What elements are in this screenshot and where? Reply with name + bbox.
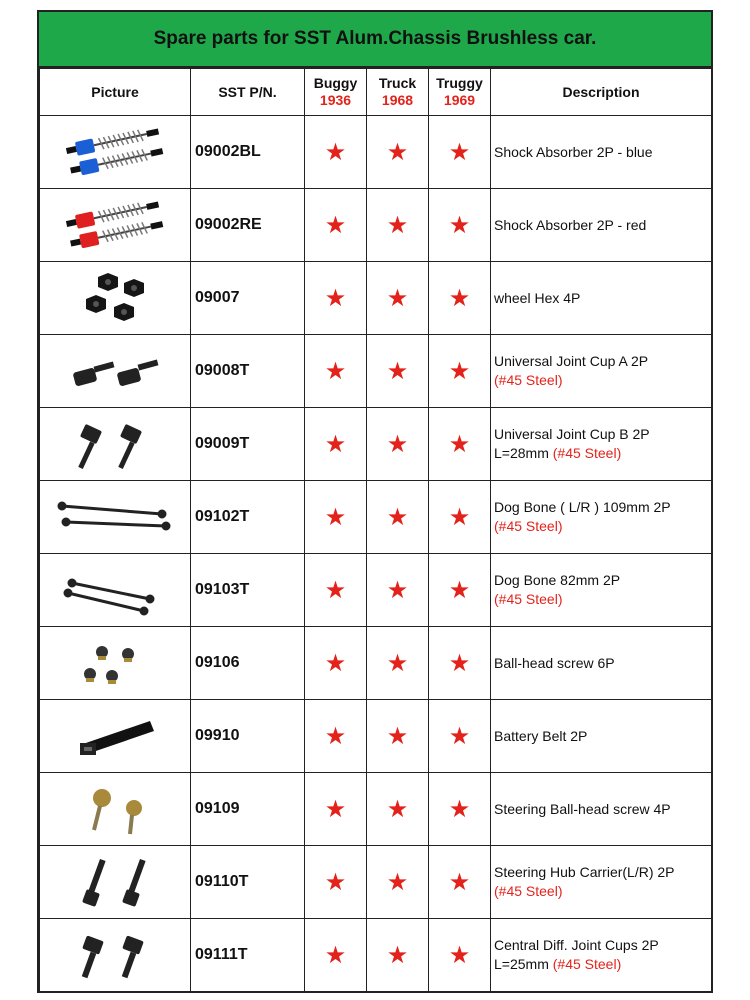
picture-cell xyxy=(40,554,191,627)
wheel-hex-icon xyxy=(50,267,180,329)
table-row xyxy=(40,554,712,627)
description-length: L=28mm xyxy=(494,445,553,461)
table-row xyxy=(40,189,712,262)
header-truck-label: Truck xyxy=(378,75,417,91)
fit-buggy-star: ★ xyxy=(305,262,367,335)
fit-truggy-star: ★ xyxy=(429,262,491,335)
fit-buggy-star: ★ xyxy=(305,481,367,554)
part-number: 09007 xyxy=(191,262,305,335)
fit-buggy-star: ★ xyxy=(305,554,367,627)
steering-ball-head-screw-icon xyxy=(50,778,180,840)
description-length: L=25mm xyxy=(494,956,553,972)
part-number: 09009T xyxy=(191,408,305,481)
picture-cell xyxy=(40,116,191,189)
picture-cell xyxy=(40,262,191,335)
part-number: 09106 xyxy=(191,627,305,700)
fit-buggy-star: ★ xyxy=(305,627,367,700)
parts-table xyxy=(39,68,712,992)
picture-cell xyxy=(40,773,191,846)
shock-absorber-blue-icon xyxy=(50,121,180,183)
description-text: wheel Hex 4P xyxy=(494,289,581,306)
fit-truggy-star: ★ xyxy=(429,189,491,262)
picture-cell xyxy=(40,919,191,992)
fit-truck-star: ★ xyxy=(367,335,429,408)
header-truck xyxy=(367,69,429,116)
table-row xyxy=(40,700,712,773)
part-number: 09910 xyxy=(191,700,305,773)
description-cell xyxy=(491,189,712,262)
description-text: Dog Bone ( L/R ) 109mm 2P xyxy=(494,499,671,515)
table-row xyxy=(40,846,712,919)
table-row xyxy=(40,116,712,189)
description-text: Steering Hub Carrier(L/R) 2P xyxy=(494,864,675,880)
description-text: Shock Absorber 2P - blue xyxy=(494,143,653,160)
part-number: 09111T xyxy=(191,919,305,992)
fit-truggy-star: ★ xyxy=(429,116,491,189)
header-truggy-number: 1969 xyxy=(443,92,476,108)
material-note: (#45 Steel) xyxy=(552,445,622,461)
header-buggy-number: 1936 xyxy=(319,92,352,108)
description-cell xyxy=(491,262,712,335)
fit-truggy-star: ★ xyxy=(429,700,491,773)
central-diff-joint-cups-icon xyxy=(50,924,180,986)
description-cell xyxy=(491,335,712,408)
picture-cell xyxy=(40,700,191,773)
fit-truggy-star: ★ xyxy=(429,335,491,408)
fit-truggy-star: ★ xyxy=(429,773,491,846)
fit-truck-star: ★ xyxy=(367,919,429,992)
description-cell xyxy=(491,919,712,992)
table-row xyxy=(40,262,712,335)
table-header-row xyxy=(40,69,712,116)
description-cell xyxy=(491,846,712,919)
fit-truck-star: ★ xyxy=(367,262,429,335)
fit-buggy-star: ★ xyxy=(305,189,367,262)
fit-truck-star: ★ xyxy=(367,846,429,919)
picture-cell xyxy=(40,627,191,700)
picture-cell xyxy=(40,481,191,554)
description-text: Battery Belt 2P xyxy=(494,727,588,744)
fit-truck-star: ★ xyxy=(367,700,429,773)
table-row xyxy=(40,627,712,700)
fit-buggy-star: ★ xyxy=(305,846,367,919)
ball-head-screw-icon xyxy=(50,632,180,694)
description-cell xyxy=(491,773,712,846)
header-buggy xyxy=(305,69,367,116)
part-number: 09008T xyxy=(191,335,305,408)
description-text: Universal Joint Cup B 2P xyxy=(494,426,650,442)
fit-buggy-star: ★ xyxy=(305,700,367,773)
part-number: 09110T xyxy=(191,846,305,919)
shock-absorber-red-icon xyxy=(50,194,180,256)
dog-bone-short-icon xyxy=(50,559,180,621)
fit-buggy-star: ★ xyxy=(305,408,367,481)
material-note: (#45 Steel) xyxy=(494,591,563,607)
fit-truggy-star: ★ xyxy=(429,554,491,627)
description-text: Steering Ball-head screw 4P xyxy=(494,800,671,817)
header-truck-number: 1968 xyxy=(381,92,414,108)
fit-buggy-star: ★ xyxy=(305,116,367,189)
universal-joint-cup-a-icon xyxy=(50,340,180,402)
page-title: Spare parts for SST Alum.Chassis Brushless car. xyxy=(39,12,711,68)
fit-buggy-star: ★ xyxy=(305,919,367,992)
fit-truck-star: ★ xyxy=(367,408,429,481)
description-cell xyxy=(491,116,712,189)
material-note: (#45 Steel) xyxy=(494,518,563,534)
steering-hub-carrier-icon xyxy=(50,851,180,913)
description-cell xyxy=(491,481,712,554)
fit-truggy-star: ★ xyxy=(429,408,491,481)
picture-cell xyxy=(40,846,191,919)
fit-truck-star: ★ xyxy=(367,627,429,700)
parts-sheet xyxy=(37,10,713,993)
dog-bone-long-icon xyxy=(50,486,180,548)
fit-truggy-star: ★ xyxy=(429,846,491,919)
description-cell xyxy=(491,700,712,773)
fit-truck-star: ★ xyxy=(367,773,429,846)
header-truggy xyxy=(429,69,491,116)
fit-buggy-star: ★ xyxy=(305,335,367,408)
material-note: (#45 Steel) xyxy=(494,372,563,388)
header-buggy-label: Buggy xyxy=(313,75,358,91)
universal-joint-cup-b-icon xyxy=(50,413,180,475)
description-cell xyxy=(491,627,712,700)
table-row xyxy=(40,481,712,554)
header-truggy-label: Truggy xyxy=(436,75,483,91)
fit-truck-star: ★ xyxy=(367,116,429,189)
description-text: Shock Absorber 2P - red xyxy=(494,216,647,233)
description-cell xyxy=(491,554,712,627)
table-row xyxy=(40,335,712,408)
material-note: (#45 Steel) xyxy=(552,956,622,972)
header-picture: Picture xyxy=(40,69,191,116)
description-text: Central Diff. Joint Cups 2P xyxy=(494,937,659,953)
part-number: 09103T xyxy=(191,554,305,627)
header-pn: SST P/N. xyxy=(191,69,305,116)
fit-truck-star: ★ xyxy=(367,481,429,554)
description-text: Universal Joint Cup A 2P xyxy=(494,353,649,369)
part-number: 09002BL xyxy=(191,116,305,189)
picture-cell xyxy=(40,408,191,481)
description-text: Ball-head screw 6P xyxy=(494,654,615,671)
description-cell xyxy=(491,408,712,481)
part-number: 09109 xyxy=(191,773,305,846)
fit-buggy-star: ★ xyxy=(305,773,367,846)
fit-truck-star: ★ xyxy=(367,189,429,262)
fit-truggy-star: ★ xyxy=(429,919,491,992)
table-row xyxy=(40,408,712,481)
header-description: Description xyxy=(491,69,712,116)
fit-truggy-star: ★ xyxy=(429,481,491,554)
part-number: 09102T xyxy=(191,481,305,554)
part-number: 09002RE xyxy=(191,189,305,262)
picture-cell xyxy=(40,335,191,408)
fit-truggy-star: ★ xyxy=(429,627,491,700)
battery-belt-icon xyxy=(50,705,180,767)
table-row xyxy=(40,773,712,846)
description-text: Dog Bone 82mm 2P xyxy=(494,572,621,588)
material-note: (#45 Steel) xyxy=(494,883,563,899)
table-row xyxy=(40,919,712,992)
picture-cell xyxy=(40,189,191,262)
fit-truck-star: ★ xyxy=(367,554,429,627)
